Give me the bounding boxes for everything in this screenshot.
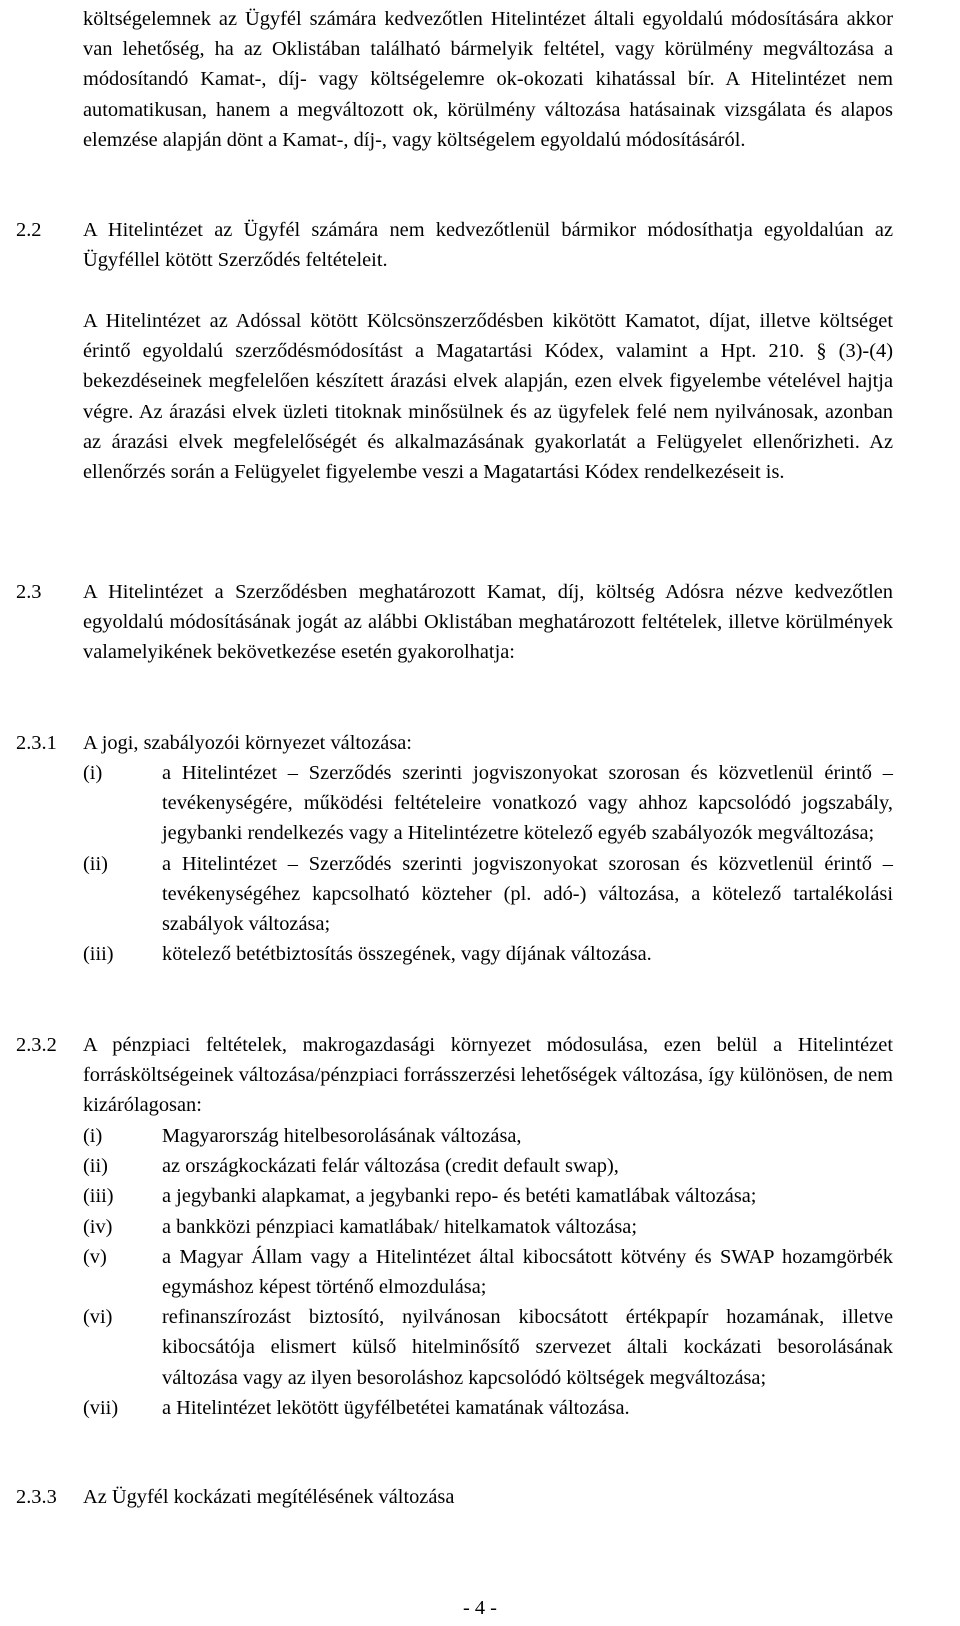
list-item <box>83 849 893 940</box>
list-item <box>83 758 893 849</box>
list-item-label: (vii) <box>83 1396 119 1419</box>
section-number-2-3-3: 2.3.3 <box>16 1486 57 1508</box>
section-2-2-pricing-paragraph: A Hitelintézet az Adóssal kötött Kölcsönszerződésben kikötött Kamatot, díjat, illetve költséget érintő egyoldalú szerződésmódosítást a Magatartási Kódex, valamint a Hpt. 210. § (3)-(4) bekezdéseinek megfelelően készített árazási elvek alapján, ezen elvek figyelembe vételével hajtja végre. Az árazási elvek üzleti titoknak minősülnek és az ügyfelek felé nem nyilvánosak, azonban az árazási elvek megfelelőségét és alkalmazásának gyakorlatát a Felügyelet ellenőrizheti. Az ellenőrzés során a Felügyelet figyelembe veszi a Magatartási Kódex rendelkezéseit is. <box>83 310 893 484</box>
list-item <box>83 1242 893 1302</box>
section-2-3-1-heading: A jogi, szabályozói környezet változása: <box>83 732 412 754</box>
list-item-text: a jegybanki alapkamat, a jegybanki repo- és betéti kamatlábak változása; <box>162 1185 757 1208</box>
list-item-label: (iii) <box>83 1185 114 1208</box>
list-item-label: (ii) <box>83 852 108 875</box>
list-item <box>83 1151 893 1181</box>
list-item-text: az országkockázati felár változása (credit default swap), <box>162 1155 619 1178</box>
list-item-label: (i) <box>83 1125 103 1147</box>
list-item-text: a Hitelintézet – Szerződés szerinti jogviszonyokat szorosan és közvetlenül érintő – tevékenységéhez kapcsolható közteher (pl. adó-) változása, a kötelező tartalékolási szabályok változása; <box>162 852 893 936</box>
list-item-text: a Hitelintézet – Szerződés szerinti jogviszonyokat szorosan és közvetlenül érintő – tevékenységére, működési feltételeire vonatkozó vagy ahhoz kapcsolódó jogszabály, jegybanki rendelkezés vagy a Hitelintézetre kötelező egyéb szabályozók megváltozása; <box>162 762 893 845</box>
page-number: - 4 - <box>463 1597 497 1619</box>
money-market-list <box>83 1121 893 1423</box>
list-item <box>83 939 893 969</box>
list-item <box>83 1393 893 1423</box>
list-item <box>83 1212 893 1242</box>
list-item-label: (i) <box>83 762 103 784</box>
list-item-text: a Magyar Állam vagy a Hitelintézet által kibocsátott kötvény és SWAP hozamgörbék egymáshoz képest történő elmozdulása; <box>162 1245 893 1299</box>
list-item-label: (iv) <box>83 1215 113 1238</box>
section-number-2-2: 2.2 <box>16 219 42 241</box>
list-item <box>83 1181 893 1211</box>
section-number-2-3-2: 2.3.2 <box>16 1034 57 1056</box>
list-item-text: kötelező betétbiztosítás összegének, vagy díjának változása. <box>162 943 652 966</box>
section-2-3-text: A Hitelintézet a Szerződésben meghatározott Kamat, díj, költség Adósra nézve kedvezőtlen egyoldalú módosításának jogát az alábbi Oklistában meghatározott feltételek, illetve körülmények valamelyikének bekövetkezése esetén gyakorolhatja: <box>83 581 893 664</box>
list-item <box>83 1302 893 1393</box>
list-item-text: Magyarország hitelbesorolásának változása, <box>162 1125 522 1147</box>
legal-environment-list <box>83 758 893 969</box>
list-item <box>83 1121 893 1151</box>
list-item-label: (vi) <box>83 1306 113 1329</box>
list-item-label: (ii) <box>83 1155 108 1178</box>
section-number-2-3: 2.3 <box>16 581 42 603</box>
section-2-3-2-text: A pénzpiaci feltételek, makrogazdasági környezet módosulása, ezen belül a Hitelintézet forrásköltségeinek változása/pénzpiaci forrásszerzési lehetőségek változása, így különösen, de nem kizárólagosan: <box>83 1034 893 1117</box>
section-number-2-3-1: 2.3.1 <box>16 732 57 754</box>
list-item-label: (v) <box>83 1245 107 1268</box>
list-item-text: a Hitelintézet lekötött ügyfélbetétei kamatának változása. <box>162 1396 630 1419</box>
section-2-3-3-heading: Az Ügyfél kockázati megítélésének változása <box>83 1486 455 1508</box>
list-item-label: (iii) <box>83 943 114 966</box>
list-item-text: refinanszírozást biztosító, nyilvánosan kibocsátott értékpapír hozamának, illetve kibocsátója elismert külső hitelminősítő szervezet általi kockázati besorolásának változása vagy az ilyen besoroláshoz kapcsolódó költségek megváltozása; <box>162 1306 893 1389</box>
list-item-text: a bankközi pénzpiaci kamatlábak/ hitelkamatok változása; <box>162 1215 638 1238</box>
intro-paragraph: költségelemnek az Ügyfél számára kedvezőtlen Hitelintézet általi egyoldalú módosítására akkor van lehetőség, ha az Oklistában található bármelyik feltétel, vagy körülmény megváltozása a módosítandó Kamat-, díj- vagy költségelemre ok-okozati kihatással bír. A Hitelintézet nem automatikusan, hanem a megváltozott ok, körülmény változása hatásainak vizsgálata és alapos elemzése alapján dönt a Kamat-, díj-, vagy költségelem egyoldalú módosításáról. <box>83 8 893 151</box>
section-2-2-text: A Hitelintézet az Ügyfél számára nem kedvezőtlenül bármikor módosíthatja egyoldalúan az Ügyféllel kötött Szerződés feltételeit. <box>83 219 893 272</box>
